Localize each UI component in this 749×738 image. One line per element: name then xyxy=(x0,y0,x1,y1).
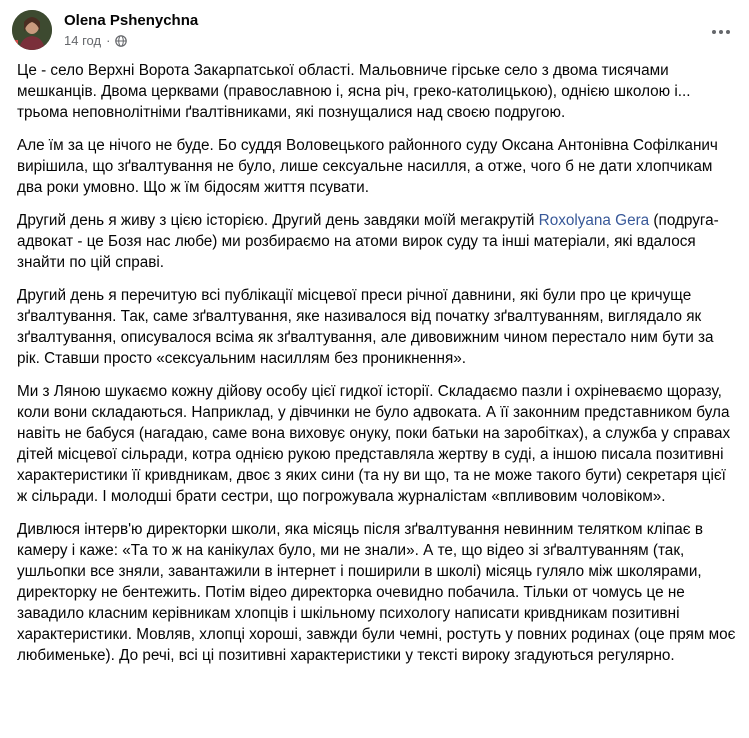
post-paragraph: Дивлюся інтерв'ю директорки школи, яка місяць після зґвалтування невинним телятком кліпає в камеру і каже: «Та то ж на канікулах було, ми не знали». А те, що відео зі зґвалтуванням (так, ушльопки все зняли, завантажили в інтернет і поширили в школі) місяць гуляло між школярами, директорку не бентежить. Потім відео директорка очевидно побачила. Тільки от чомусь це не завадило класним керівникам хлопців і шкільному психологу написати кривдникам позитивні характеристики. Мовляв, хлопці хороші, завжди були чемні, ростуть у повних родинах (оце прям моє любименьке). До речі, всі ці позитивні характеристики у тексті вироку згадуються регулярно. xyxy=(17,521,736,664)
more-options-icon xyxy=(719,30,723,34)
post-meta xyxy=(64,33,127,49)
post-header xyxy=(0,0,749,62)
post-paragraph: Це - село Верхні Ворота Закарпатської області. Мальовниче гірське село з двома тисячами мешканців. Двома церквами (православною і, ясна річ, греко-католицькою), однією школою і... трьома неповнолітніми ґвалтівниками, які познущалися над своєю подругою. xyxy=(17,62,691,121)
paragraph-text: Другий день я живу з цією історією. Другий день завдяки моїй мегакрутій xyxy=(17,212,539,229)
post-timestamp[interactable]: 14 год xyxy=(64,33,102,48)
globe-icon[interactable] xyxy=(115,35,127,47)
post-paragraph: Але їм за це нічого не буде. Бо суддя Воловецького районного суду Оксана Антонівна Софілканич вирішила, що зґвалтування не було, лише сексуальне насилля, а отже, чого б не дати хлопчикам два роки умовно. Що ж їм бідосям життя псувати. xyxy=(17,137,718,196)
more-options-button[interactable] xyxy=(703,14,739,50)
author-name[interactable]: Olena Pshenychna xyxy=(64,12,199,29)
mention-link[interactable]: Roxolyana Gera xyxy=(538,212,650,229)
author-avatar[interactable] xyxy=(12,10,52,50)
avatar-image xyxy=(12,10,52,50)
more-options-icon xyxy=(712,30,716,34)
paragraph-text: (подруга-адвокат - це Бозя нас любе) ми розбираємо на атоми вирок суду та інші матеріали, які вдалося знайти по цій справі. xyxy=(17,212,719,271)
meta-separator: · xyxy=(106,33,111,48)
more-options-icon xyxy=(726,30,730,34)
post-paragraph: Другий день я перечитую всі публікації місцевої преси річної давнини, які були про це кричуще зґвалтування. Так, саме зґвалтування, яке називалося від початку зґвалтуванням, виглядало як зґвалтування, описувалося всіма як зґвалтування, але дивовижним чином перестало ним бути за рік. Ставши просто «сексуальним насиллям без проникнення». xyxy=(17,287,714,367)
post-paragraph: Ми з Ляною шукаємо кожну дійову особу цієї гидкої історії. Складаємо пазли і охріневаємо щоразу, коли вони складаються. Наприклад, у дівчинки не було адвоката. А її законним представником була навіть не бабуся (нагадаю, саме вона виховує онуку, поки батьки на заробітках), а служба у справах дітей місцевої сільради, котра однією рукою представляла жертву в суді, а іншою писала позитивні характеристики її кривдникам, двоє з яких сини (та ну ви що, та не може такого бути) секретаря цієї ж сільради. І молодші брати сестри, що погрожувала журналістам «впливовим чоловіком». xyxy=(17,383,731,505)
post-paragraph xyxy=(17,210,739,273)
post-body xyxy=(17,60,739,678)
